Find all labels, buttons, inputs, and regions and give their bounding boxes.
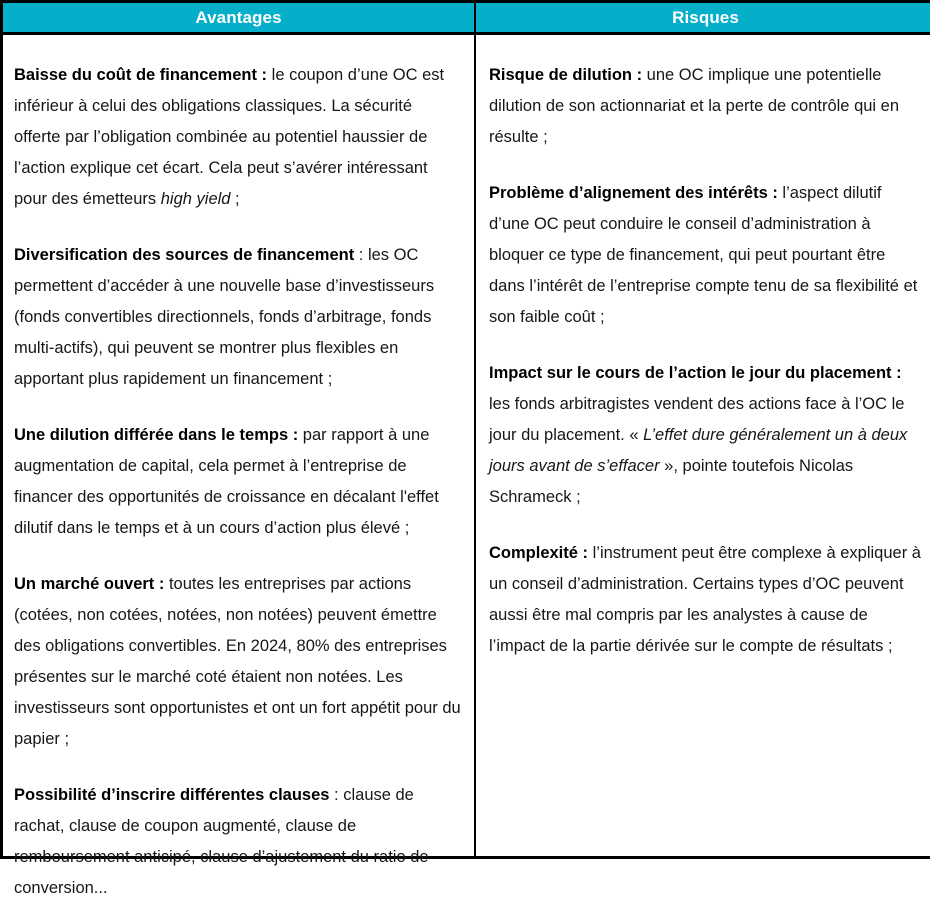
risk-item-emphasis: L’effet dure généralement un à deux jours avant de s’effacer: [489, 426, 908, 475]
advantage-item-body: le coupon d’une OC est inférieur à celui des obligations classiques. La sécurité offerte par l’obligation combinée au potentiel haussier de l’action explique cet écart. Cela peut s’avérer intéressant pour des émetteurs: [14, 66, 445, 208]
advantage-item: [14, 569, 462, 755]
table-header-row: [0, 0, 930, 35]
advantage-item-body: : les OC permettent d’accéder à une nouvelle base d’investisseurs (fonds convertibles directionnels, fonds d’arbitrage, fonds multi-actifs), qui peuvent se montrer plus flexibles en apportant plus rapidement un financement ;: [14, 246, 435, 388]
advantage-item-lead: Possibilité d’inscrire différentes clauses: [14, 786, 330, 804]
advantage-item-body: par rapport à une augmentation de capital, cela permet à l’entreprise de financer des opportunités de croissance en décalant l'effet dilutif dans le temps et à un cours d’action plus élevé ;: [14, 426, 439, 537]
risks-list: [476, 35, 930, 856]
table-body: [0, 35, 930, 897]
advantage-item-emphasis: high yield: [160, 190, 231, 208]
advantage-item-lead: Baisse du coût de financement :: [14, 66, 268, 84]
risk-item-lead: Problème d’alignement des intérêts :: [489, 184, 778, 202]
risk-item: [489, 358, 921, 513]
risk-item: [489, 60, 921, 153]
advantage-item: [14, 420, 462, 544]
risk-item: [489, 538, 921, 662]
cell-advantages: [0, 35, 476, 897]
risk-item-lead: Complexité :: [489, 544, 589, 562]
advantage-item: [14, 60, 462, 215]
column-header-advantages: Avantages: [0, 0, 476, 35]
advantage-item-body: : clause de rachat, clause de coupon augmenté, clause de remboursement anticipé, clause d’ajustement du ratio de conversion...: [14, 786, 429, 897]
risk-item-body: l’instrument peut être complexe à expliquer à un conseil d’administration. Certains types d’OC peuvent aussi être mal compris par les analystes à cause de l’impact de la partie dérivée sur le compte de résultats ;: [489, 544, 921, 655]
advantage-item-body: toutes les entreprises par actions (cotées, non cotées, notées, non notées) peuvent émettre des obligations convertibles. En 2024, 80% des entreprises présentes sur le marché coté étaient non notées. Les investisseurs sont opportunistes et ont un fort appétit pour du papier ;: [14, 575, 461, 748]
column-header-risks: Risques: [476, 0, 930, 35]
advantage-item-body-tail: ;: [230, 190, 240, 208]
advantage-item: [14, 780, 462, 904]
advantage-item-lead: Diversification des sources de financement: [14, 246, 355, 264]
advantages-list: [3, 35, 474, 897]
advantage-item: [14, 240, 462, 395]
risk-item-body-tail: », pointe toutefois Nicolas Schrameck ;: [489, 457, 854, 506]
risk-item-body: les fonds arbitragistes vendent des actions face à l’OC le jour du placement. «: [489, 395, 905, 444]
table-row: [0, 35, 930, 859]
advantage-item-lead: Un marché ouvert :: [14, 575, 165, 593]
table-header: [0, 0, 930, 35]
risk-item-lead: Impact sur le cours de l’action le jour du placement :: [489, 364, 902, 382]
cell-risks: [476, 35, 930, 859]
advantage-item-lead: Une dilution différée dans le temps :: [14, 426, 299, 444]
risk-item-lead: Risque de dilution :: [489, 66, 643, 84]
risk-item-body: l’aspect dilutif d’une OC peut conduire le conseil d’administration à bloquer ce type de financement, qui peut pourtant être dans l’intérêt de l’entreprise compte tenu de sa flexibilité et son faible coût ;: [489, 184, 918, 326]
risk-item-body: une OC implique une potentielle dilution de son actionnariat et la perte de contrôle qui en résulte ;: [489, 66, 900, 146]
risk-item: [489, 178, 921, 333]
